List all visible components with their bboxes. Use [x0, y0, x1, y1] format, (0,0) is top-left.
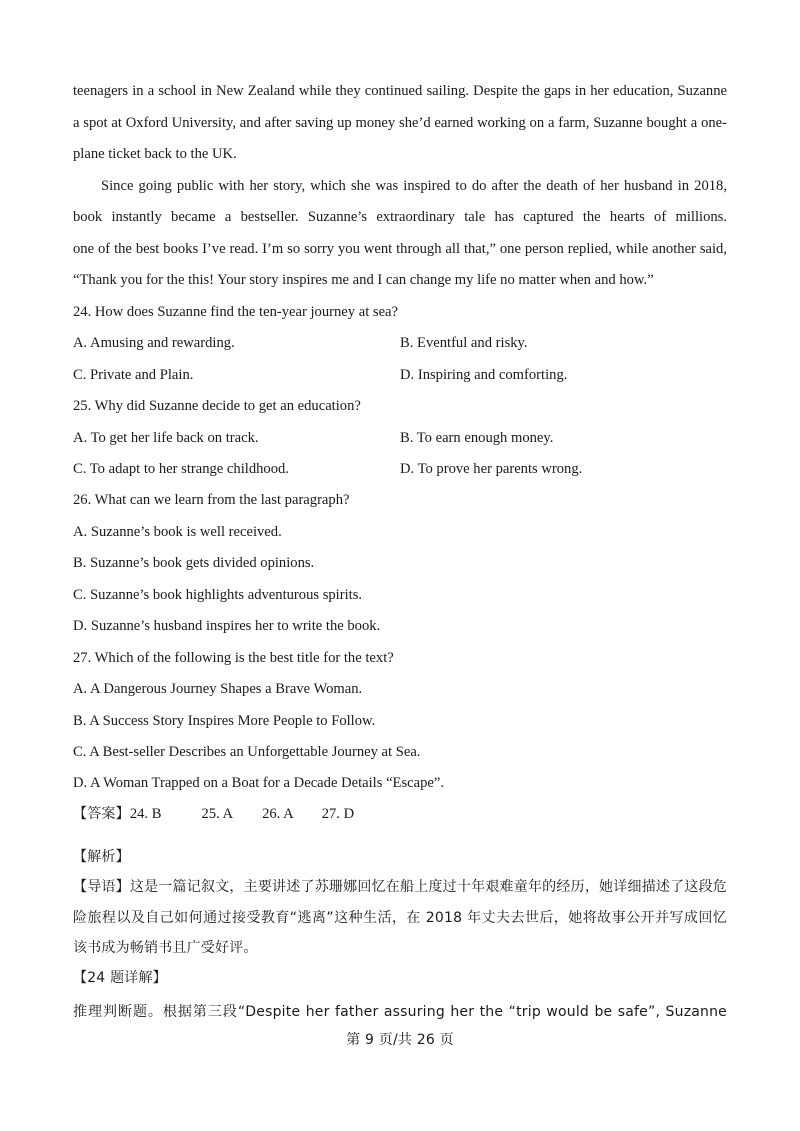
q24-heading: 【24 题详解】 [73, 970, 167, 986]
passage-line: book instantly became a bestseller. Suzanne’s extraordinary tale has captured the hearts of millions. [73, 209, 727, 225]
passage-line: Since going public with her story, which she was inspired to do after the death of her husband in 2018, [101, 178, 727, 194]
question-stem: 24. How does Suzanne find the ten-year journey at sea? [73, 304, 399, 320]
option-c: C. To adapt to her strange childhood. [73, 461, 289, 477]
option-a: A. Suzanne’s book is well received. [73, 524, 282, 540]
question-stem: 25. Why did Suzanne decide to get an education? [73, 398, 361, 414]
option-d: D. Inspiring and comforting. [400, 367, 568, 383]
guide-line: 该书成为畅销书且广受好评。 [73, 940, 258, 956]
answer-25: 25. A [201, 806, 234, 822]
option-d: D. To prove her parents wrong. [400, 461, 583, 477]
guide-line: 【导语】这是一篇记叙文，主要讲述了苏珊娜回忆在船上度过十年艰难童年的经历，她详细描述了这段危 [73, 879, 727, 895]
option-c: C. Suzanne’s book highlights adventurous spirits. [73, 587, 363, 603]
page-number: 第 9 页/共 26 页 [346, 1032, 454, 1048]
analysis-heading: 【解析】 [73, 849, 130, 865]
option-b: B. To earn enough money. [400, 430, 554, 446]
answer-label: 【答案】 [73, 806, 130, 822]
passage-line: a spot at Oxford University, and after saving up money she’d earned working on a farm, Suzanne bought a one- [73, 115, 727, 131]
answer-24: 24. B [129, 806, 162, 822]
passage-line: “Thank you for the this! Your story inspires me and I can change my life no matter when and how.” [73, 272, 654, 288]
question-stem: 26. What can we learn from the last paragraph? [73, 492, 350, 508]
option-b: B. Suzanne’s book gets divided opinions. [73, 555, 315, 571]
question-stem: 27. Which of the following is the best title for the text? [73, 650, 394, 666]
passage-line: teenagers in a school in New Zealand while they continued sailing. Despite the gaps in her education, Suzanne [73, 83, 727, 99]
passage-line: one of the best books I’ve read. I’m so sorry you went through all that,” one person replied, while another said, [73, 241, 727, 257]
answer-key [73, 804, 727, 824]
passage-line: plane ticket back to the UK. [73, 146, 237, 162]
guide-line: 险旅程以及自己如何通过接受教育“逃离”这种生活，在 2018 年丈夫去世后，她将故事公开并写成回忆 [73, 910, 727, 926]
option-d: D. Suzanne’s husband inspires her to write the book. [73, 618, 381, 634]
q24-explanation: 推理判断题。根据第三段“Despite her father assuring her the “trip would be safe”, Suzanne [73, 1004, 727, 1020]
option-a: A. A Dangerous Journey Shapes a Brave Woman. [73, 681, 363, 697]
option-a: A. To get her life back on track. [73, 430, 259, 446]
option-c: C. Private and Plain. [73, 367, 194, 383]
option-b: B. A Success Story Inspires More People to Follow. [73, 713, 376, 729]
answer-27: 27. D [321, 806, 355, 822]
option-b: B. Eventful and risky. [400, 335, 528, 351]
option-a: A. Amusing and rewarding. [73, 335, 235, 351]
answer-26: 26. A [262, 806, 294, 822]
option-c: C. A Best-seller Describes an Unforgettable Journey at Sea. [73, 744, 421, 760]
option-d: D. A Woman Trapped on a Boat for a Decade Details “Escape”. [73, 775, 444, 791]
